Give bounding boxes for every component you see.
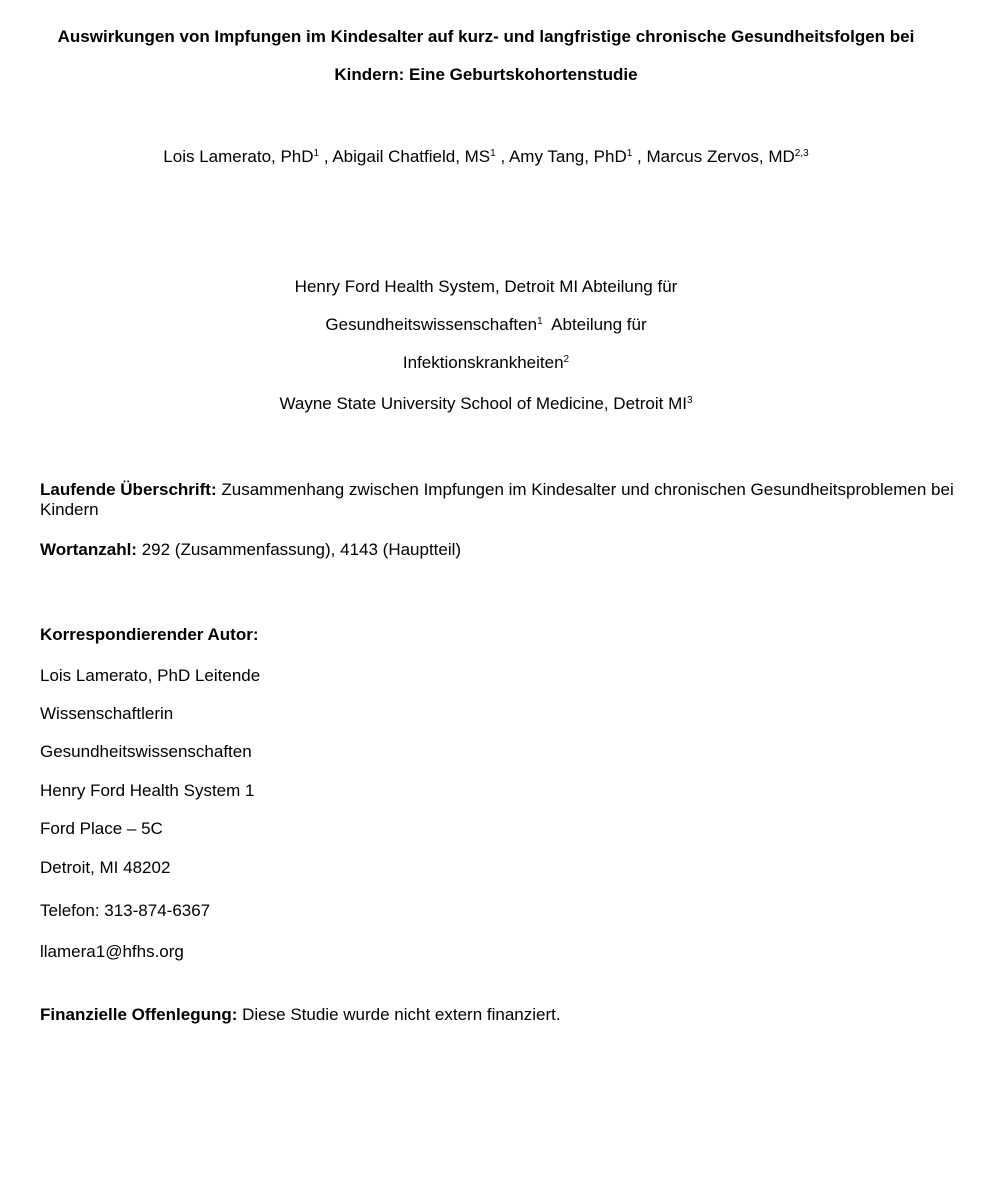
running-head-label: Laufende Überschrift: (40, 480, 217, 499)
running-head (40, 480, 970, 520)
running-head-text: Zusammenhang zwischen Impfungen im Kindesalter und chronischen Gesundheitsproblemen bei Kindern (40, 480, 954, 519)
author-affiliation-mark: 1 (313, 148, 320, 159)
word-count (40, 540, 970, 560)
affiliation-text: Wayne State University School of Medicine, Detroit MI (279, 394, 687, 413)
affiliation-text: Gesundheitswissenschaften (325, 315, 538, 334)
author-separator: , (319, 147, 333, 166)
corresponding-author-label: Korrespondierender Autor: (40, 625, 259, 644)
contact-phone: Telefon: 313-874-6367 (40, 901, 211, 920)
paper-title-line-1: Auswirkungen von Impfungen im Kindesalter auf kurz- und langfristige chronische Gesundheitsfolgen bei (57, 27, 915, 46)
affiliation-text: Infektionskrankheiten (402, 353, 564, 372)
contact-email[interactable]: llamera1@hfhs.org (40, 942, 184, 961)
financial-disclosure (40, 1005, 970, 1025)
author-name: Lois Lamerato, PhD (163, 147, 314, 166)
contact-line: Henry Ford Health System 1 (40, 781, 255, 800)
author-affiliation-mark: 2,3 (794, 148, 809, 159)
paper-title-line-2: Kindern: Eine Geburtskohortenstudie (334, 65, 638, 84)
contact-line: Lois Lamerato, PhD Leitende (40, 666, 261, 685)
contact-line: Wissenschaftlerin (40, 704, 174, 723)
author-name: Amy Tang, PhD (508, 147, 627, 166)
affiliation-line-3 (0, 352, 972, 374)
author-separator: , (632, 147, 647, 166)
contact-line: Gesundheitswissenschaften (40, 742, 252, 761)
contact-line: Detroit, MI 48202 (40, 858, 171, 877)
contact-line: Ford Place – 5C (40, 819, 163, 838)
affiliation-mark: 1 (537, 316, 543, 327)
affiliation-line-1: Henry Ford Health System, Detroit MI Abteilung für (294, 277, 678, 296)
author-list (0, 146, 972, 168)
affiliation-line-4 (0, 393, 972, 415)
author-name: Marcus Zervos, MD (646, 147, 795, 166)
author-affiliation-mark: 1 (626, 148, 633, 159)
author-name: Abigail Chatfield, MS (332, 147, 491, 166)
affiliation-mark: 3 (686, 395, 693, 406)
author-separator: , (495, 147, 509, 166)
financial-disclosure-label: Finanzielle Offenlegung: (40, 1005, 238, 1024)
affiliation-line-2 (0, 314, 972, 336)
affiliation-mark: 2 (563, 354, 570, 365)
word-count-text: 292 (Zusammenfassung), 4143 (Hauptteil) (136, 540, 462, 559)
financial-disclosure-text: Diese Studie wurde nicht extern finanziert. (237, 1005, 561, 1024)
author-affiliation-mark: 1 (490, 148, 496, 159)
word-count-label: Wortanzahl: (40, 540, 137, 559)
affiliation-tail: Abteilung für (542, 315, 647, 334)
